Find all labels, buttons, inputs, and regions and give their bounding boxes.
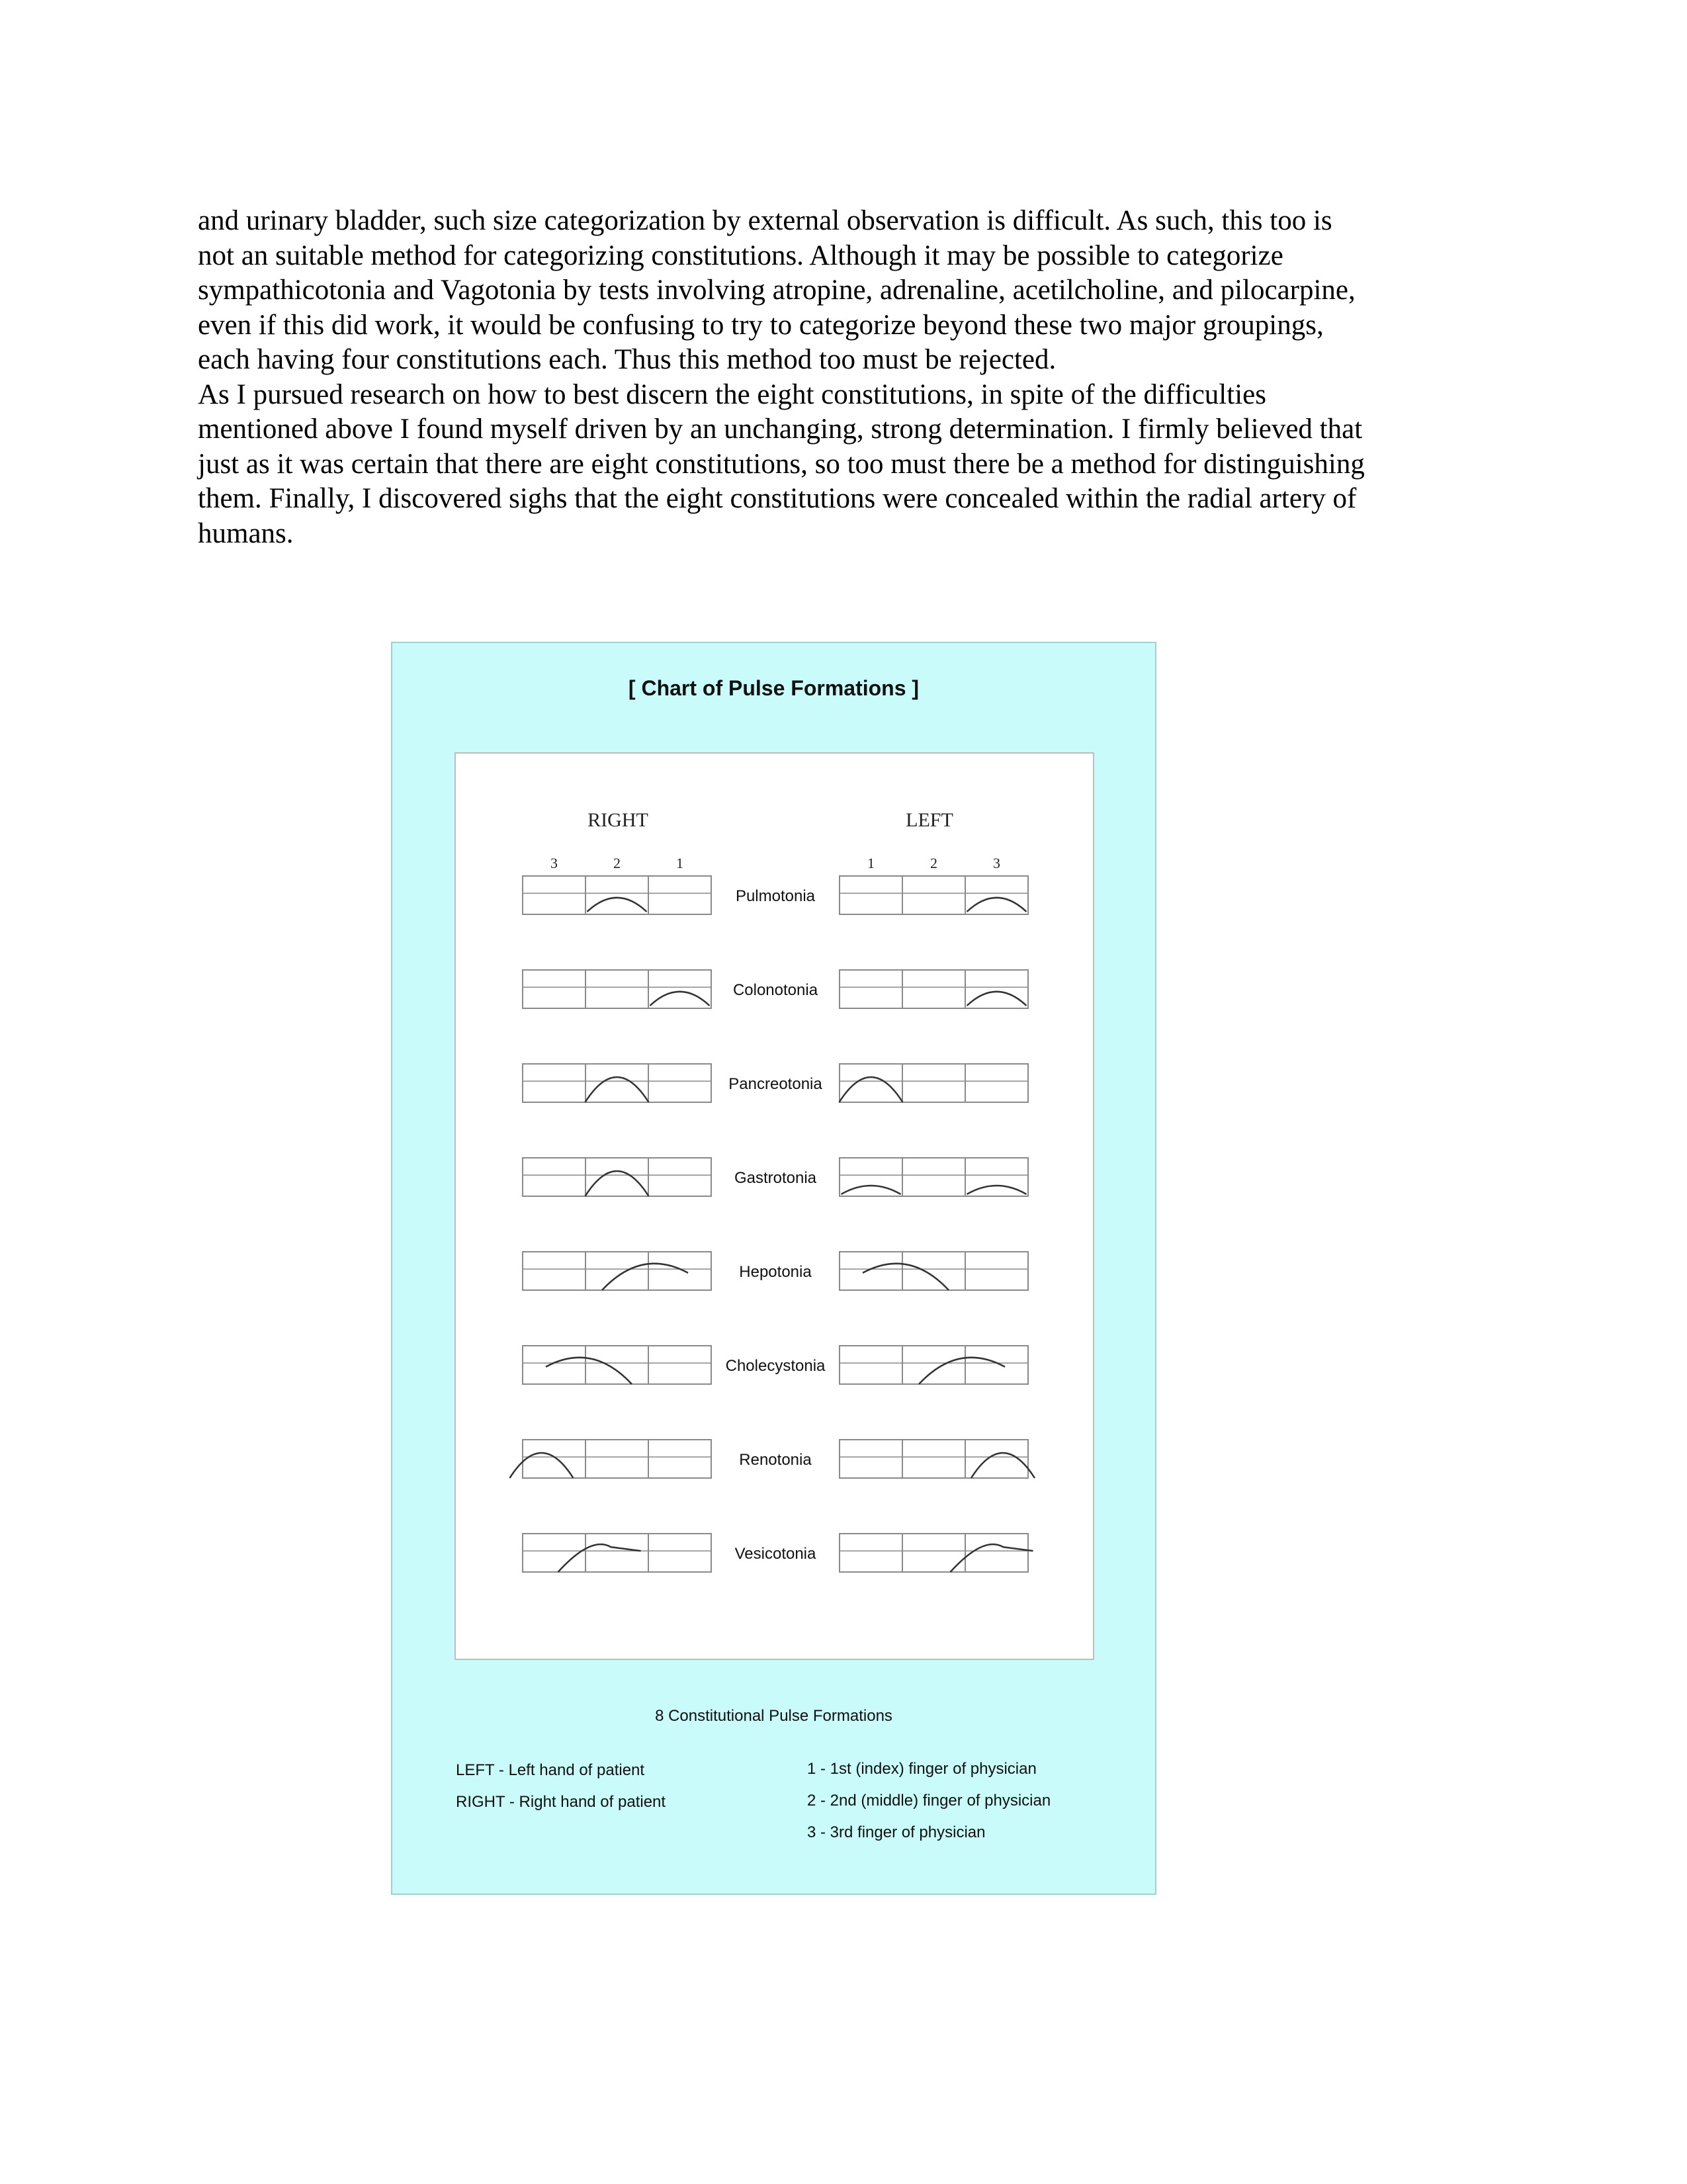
finger-number: 3: [993, 855, 1000, 871]
constitution-label: Gastrotonia: [734, 1169, 817, 1187]
paragraph-2: As I pursued research on how to best discern the eight constitutions, in spite of the difficulties mentioned above I found myself driven by an unchanging, strong determination. I firmly believed that just as it was certain that there are eight constitutions, so too must there be a method for distinguishing them. Finally, I discovered sighs that the eight constitutions were concealed within the radial artery of humans.: [198, 378, 1365, 549]
pulse-curve: [951, 1544, 1033, 1572]
right-pulse-box: [523, 1158, 711, 1196]
left-pulse-box: [840, 1252, 1028, 1290]
finger-number: 2: [613, 855, 621, 871]
right-pulse-box: [523, 1252, 711, 1290]
pulse-curve: [842, 1186, 1027, 1194]
right-hand-header: RIGHT: [587, 809, 648, 831]
left-pulse-box: [840, 1064, 1029, 1102]
figure-caption: 8 Constitutional Pulse Formations: [655, 1707, 892, 1725]
legend-item: RIGHT - Right hand of patient: [456, 1793, 666, 1811]
pulse-curve: [558, 1544, 641, 1572]
constitution-label: Hepotonia: [739, 1263, 812, 1281]
pulse-diagram: [456, 754, 1096, 1661]
pulse-curve: [587, 898, 647, 912]
left-pulse-box: [840, 876, 1028, 914]
left-pulse-box: [840, 1534, 1033, 1572]
legend-item: 2 - 2nd (middle) finger of physician: [807, 1792, 1051, 1810]
pulse-curve: [919, 1358, 1005, 1384]
body-text: [198, 204, 1375, 551]
constitution-label: Cholecystonia: [725, 1357, 826, 1375]
pulse-curve: [546, 1358, 632, 1384]
left-hand-header: LEFT: [906, 809, 953, 831]
paragraph-1: and urinary bladder, such size categorization by external observation is difficult. As such, this too is not an suitable method for categorizing constitutions. Although it may be possible to categorize sympathicotonia and Vagotonia by tests involving atropine, adrenaline, acetilcholine, and pilocarpine, even if this did work, it would be confusing to try to categorize beyond these two major groupings, each having four constitutions each. Thus this method too must be rejected.: [198, 205, 1356, 375]
constitution-label: Renotonia: [739, 1451, 812, 1469]
legend-item: 1 - 1st (index) finger of physician: [807, 1760, 1037, 1778]
constitution-label: Pancreotonia: [728, 1075, 822, 1093]
constitution-label: Colonotonia: [732, 981, 818, 999]
pulse-row: [523, 1252, 1028, 1290]
legend-fingers: [807, 1753, 1051, 1849]
finger-number: 3: [550, 855, 558, 871]
legend-hands: [456, 1755, 666, 1818]
left-pulse-box: [840, 970, 1028, 1008]
pulse-row: [523, 1346, 1028, 1384]
constitution-label: Pulmotonia: [735, 887, 816, 905]
legend-item: 3 - 3rd finger of physician: [807, 1823, 986, 1841]
pulse-row: [523, 1064, 1028, 1102]
right-pulse-box: [523, 876, 711, 914]
pulse-curve: [650, 992, 710, 1006]
pulse-row: [510, 1440, 1035, 1478]
left-pulse-box: [840, 1440, 1035, 1478]
pulse-curve: [967, 992, 1027, 1006]
right-pulse-box: [523, 1346, 711, 1384]
finger-number: 1: [676, 855, 683, 871]
pulse-curve: [863, 1264, 949, 1290]
right-pulse-box: [523, 1534, 711, 1572]
right-pulse-box: [523, 1064, 711, 1102]
pulse-row: [523, 1158, 1028, 1196]
figure-title: [ Chart of Pulse Formations ]: [628, 676, 920, 700]
right-pulse-box: [510, 1440, 712, 1478]
legend-item: LEFT - Left hand of patient: [456, 1761, 645, 1779]
finger-number: 1: [867, 855, 875, 871]
right-pulse-box: [523, 970, 711, 1008]
pulse-curve: [602, 1264, 688, 1290]
left-pulse-box: [840, 1346, 1028, 1384]
pulse-row: [523, 970, 1028, 1008]
pulse-chart-figure: [391, 642, 1156, 1895]
finger-number: 2: [930, 855, 937, 871]
pulse-curve: [967, 898, 1027, 912]
pulse-diagram-panel: [454, 752, 1094, 1660]
constitution-label: Vesicotonia: [734, 1545, 816, 1563]
pulse-row: [523, 876, 1028, 914]
left-pulse-box: [840, 1158, 1028, 1196]
pulse-row: [523, 1534, 1033, 1572]
